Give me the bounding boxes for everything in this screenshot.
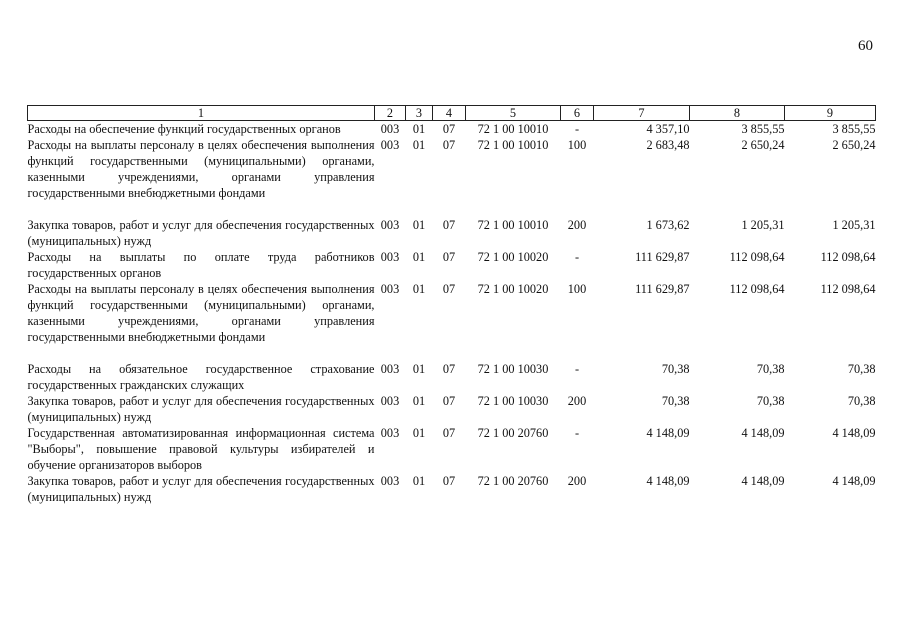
amount-col-8: 4 148,09 — [741, 426, 785, 440]
expense-type-code: 200 — [567, 474, 587, 488]
header-cell: 6 — [561, 106, 594, 121]
row-description: Расходы на выплаты персоналу в целях обеспечения выполнения функций государственными (муниципальными) органами, казенными учреждениями, органами управления государственными внебюджетными фондами — [27, 282, 375, 344]
header-cell: 2 — [375, 106, 406, 121]
subsection-code: 07 — [442, 218, 456, 232]
amount-col-7: 70,38 — [661, 362, 690, 376]
ministry-code: 003 — [380, 250, 400, 264]
amount-col-8: 112 098,64 — [729, 250, 785, 264]
section-code: 01 — [412, 138, 426, 152]
amount-col-7: 70,38 — [661, 394, 690, 408]
amount-col-9: 2 650,24 — [832, 138, 876, 152]
header-cell: 7 — [594, 106, 690, 121]
amount-col-7: 111 629,87 — [635, 282, 690, 296]
section-code: 01 — [412, 362, 426, 376]
subsection-code: 07 — [442, 426, 456, 440]
row-description: Расходы на выплаты персоналу в целях обеспечения выполнения функций государственными (муниципальными) органами, казенными учреждениями, органами управления государственными внебюджетными фондами — [27, 138, 375, 200]
amount-col-9: 1 205,31 — [832, 218, 876, 232]
amount-col-7: 4 148,09 — [646, 426, 690, 440]
amount-col-8: 112 098,64 — [729, 282, 785, 296]
expense-type-code: 100 — [567, 282, 587, 296]
amount-col-9: 70,38 — [847, 362, 876, 376]
amount-col-9: 112 098,64 — [820, 250, 876, 264]
row-description: Расходы на выплаты по оплате труда работников государственных органов — [27, 250, 375, 280]
amount-col-7: 4 357,10 — [646, 122, 690, 136]
subsection-code: 07 — [442, 362, 456, 376]
target-article-code: 72 1 00 10030 — [477, 394, 549, 408]
ministry-code: 003 — [380, 362, 400, 376]
row-description: Закупка товаров, работ и услуг для обеспечения государственных (муниципальных) нужд — [27, 218, 375, 248]
header-cell: 5 — [466, 106, 561, 121]
budget-table — [27, 105, 876, 505]
expense-type-code: - — [574, 362, 580, 376]
section-code: 01 — [412, 394, 426, 408]
section-code: 01 — [412, 282, 426, 296]
table-row — [28, 137, 876, 217]
target-article-code: 72 1 00 10030 — [477, 362, 549, 376]
amount-col-9: 4 148,09 — [832, 426, 876, 440]
section-code: 01 — [412, 122, 426, 136]
subsection-code: 07 — [442, 138, 456, 152]
expense-type-code: - — [574, 122, 580, 136]
amount-col-9: 4 148,09 — [832, 474, 876, 488]
ministry-code: 003 — [380, 218, 400, 232]
header-cell: 1 — [28, 106, 375, 121]
amount-col-8: 2 650,24 — [741, 138, 785, 152]
table-row — [28, 393, 876, 425]
expense-type-code: 100 — [567, 138, 587, 152]
subsection-code: 07 — [442, 474, 456, 488]
target-article-code: 72 1 00 10010 — [477, 138, 549, 152]
row-description: Расходы на обеспечение функций государственных органов — [27, 122, 341, 136]
section-code: 01 — [412, 250, 426, 264]
amount-col-9: 3 855,55 — [832, 122, 876, 136]
amount-col-8: 1 205,31 — [741, 218, 785, 232]
amount-col-8: 70,38 — [756, 362, 785, 376]
amount-col-8: 70,38 — [756, 394, 785, 408]
expense-type-code: 200 — [567, 218, 587, 232]
amount-col-9: 112 098,64 — [820, 282, 876, 296]
target-article-code: 72 1 00 20760 — [477, 426, 549, 440]
table-row — [28, 121, 876, 138]
subsection-code: 07 — [442, 122, 456, 136]
amount-col-7: 4 148,09 — [646, 474, 690, 488]
section-code: 01 — [412, 218, 426, 232]
expense-type-code: 200 — [567, 394, 587, 408]
table-row — [28, 281, 876, 361]
amount-col-7: 1 673,62 — [646, 218, 690, 232]
section-code: 01 — [412, 474, 426, 488]
target-article-code: 72 1 00 10020 — [477, 250, 549, 264]
expense-type-code: - — [574, 426, 580, 440]
header-cell: 8 — [690, 106, 785, 121]
amount-col-8: 4 148,09 — [741, 474, 785, 488]
amount-col-7: 2 683,48 — [646, 138, 690, 152]
amount-col-8: 3 855,55 — [741, 122, 785, 136]
subsection-code: 07 — [442, 282, 456, 296]
row-description: Государственная автоматизированная информационная система "Выборы", повышение правовой культуры избирателей и обучение организаторов выборов — [27, 426, 375, 472]
row-description: Закупка товаров, работ и услуг для обеспечения государственных (муниципальных) нужд — [27, 474, 375, 504]
ministry-code: 003 — [380, 474, 400, 488]
target-article-code: 72 1 00 20760 — [477, 474, 549, 488]
ministry-code: 003 — [380, 282, 400, 296]
row-description: Расходы на обязательное государственное страхование государственных гражданских служащих — [27, 362, 375, 392]
table-row — [28, 361, 876, 393]
header-cell: 9 — [785, 106, 876, 121]
table-header-row — [28, 106, 876, 121]
target-article-code: 72 1 00 10010 — [477, 218, 549, 232]
subsection-code: 07 — [442, 394, 456, 408]
table-row — [28, 249, 876, 281]
table-row — [28, 217, 876, 249]
section-code: 01 — [412, 426, 426, 440]
table-row — [28, 473, 876, 505]
amount-col-9: 70,38 — [847, 394, 876, 408]
header-cell: 4 — [433, 106, 466, 121]
ministry-code: 003 — [380, 138, 400, 152]
ministry-code: 003 — [380, 394, 400, 408]
ministry-code: 003 — [380, 122, 400, 136]
table-row — [28, 425, 876, 473]
target-article-code: 72 1 00 10020 — [477, 282, 549, 296]
page-number: 60 — [858, 38, 873, 54]
ministry-code: 003 — [380, 426, 400, 440]
expense-type-code: - — [574, 250, 580, 264]
subsection-code: 07 — [442, 250, 456, 264]
target-article-code: 72 1 00 10010 — [477, 122, 549, 136]
header-cell: 3 — [406, 106, 433, 121]
row-description: Закупка товаров, работ и услуг для обеспечения государственных (муниципальных) нужд — [27, 394, 375, 424]
amount-col-7: 111 629,87 — [635, 250, 690, 264]
